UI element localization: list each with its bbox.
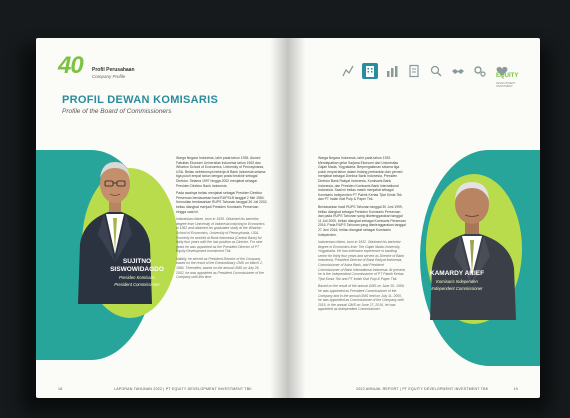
footer-title-right: 2022 ANNUAL REPORT | PT EQUITY DEVELOPMENT INVESTMENT TBK [356,387,489,391]
bio-paragraph: Warga Negara Indonesia, lahir pada tahun 1932. Mendapatkan gelar Sarjana Ekonomi dari Universitas Gajah Mada, Yogyakarta. Berpengalaman selama tiga puluh empat tahun dalam bidang perbankan dan pernah menjabat sebagai Direktur Bank Indonesia, Presiden Direktur Bank Rakyat Indonesia, Komisaris Bank Indonesia, dan Presiden Komisaris Bank International Indonesia. Saat ini beliau masih menjabat sebagai Komisaris Independen PT Pabrik Kertas Tjiwi Kimia Tbk dan PT Indah Kiat Pulp & Paper Tbk. [318,156,403,202]
footer-title-left: LAPORAN TAHUNAN 2022 | PT EQUITY DEVELOPMENT INVESTMENT TBK [114,387,252,391]
document-icon [406,63,422,79]
section-label: Profil Perusahaan [92,67,135,73]
equity-logo [496,64,528,88]
biography-column-left [176,156,268,283]
page-number-right: 19 [513,387,518,391]
bio-paragraph-en: Indonesian citizen, born in 1932. Obtained his bachelor degree in Economics from The Gajah Mada University, Yogyakarta. He has extensive experience in banking sector for thirty four years and served as Director of Bank Indonesia, President Director of Bank Rakyat Indonesia, Commissioner of Astra Bank, and President Commissioner of Bank International Indonesia. At present, he is the Independent Commissioner of PT Pabrik Kertas Tjiwi Kimia Tbk and PT Indah Kiat Pulp & Paper Tbk. [318,240,406,281]
gutter-shadow-right [288,38,306,398]
gutter-shadow-left [270,38,288,398]
bio-paragraph-en: Initially, he served as President Director of the Company based on the result of the Extraordinary GMS on March 2, 1984. Thereafter, based on the annual GMS on July 26, 2002, he was appointed as President Commissioner of the Company until this time. [176,256,264,280]
brand-sub: DEVELOPMENT INVESTMENT [496,82,516,88]
growth-icon [340,63,356,79]
commissioner-name-line2: SISWOWIDAGDO [110,265,164,273]
biography-column-right [318,156,406,315]
commissioner-role-id: Presiden Komisaris [118,275,156,280]
commissioner-role-id: Komisaris Independen [436,279,478,284]
commissioner-nameplate-left [98,258,176,287]
anniversary-logo-number: 40 [58,52,83,79]
commissioner-nameplate-right [418,270,496,291]
commissioner-name: KAMARDY ARIEF [429,270,485,277]
commissioner-name-line1: SUJITNO [122,258,152,265]
section-label-en: Company Profile [92,74,126,79]
gears-icon [472,63,488,79]
commissioner-role-en: President Commissioner [114,282,160,287]
page-title: PROFIL DEWAN KOMISARIS [62,94,219,106]
brand-name: EQUITY [496,73,519,79]
search-icon [428,63,444,79]
chapter-icon-bar [340,62,510,80]
commissioner-role-en: Independent Commissioner [431,286,483,291]
page-subtitle: Profile of the Board of Commissioners [62,108,172,115]
right-page [288,38,540,398]
bio-paragraph-en: Indonesian citizen, born in 1935. Obtained his bachelor degree from University of Indonesia majoring in Economics in 1962 and obtained his graduated study at the Wharton School of Economics, University of Pennsylvania, USA. Formerly he worked at Bank Indonesia (Central Bank) for thirty four years with the last position as Director. For nine years he was appointed as the President Director of PT Equity Development Investment Tbk. [176,217,265,254]
chart-icon [384,63,400,79]
bio-paragraph: Warga Negara Indonesia, lahir pada tahun 1935. Alumni Fakultas Ekonomi Universitas Indonesia tahun 1962 dan Wharton School of Economics, University of Pennsylvania, USA. Beliau sebelumnya bekerja di Bank Indonesia selama tiga puluh empat tahun dengan posisi terakhir sebagai Direktur. Selama 1997 hingga 2002 menjabat sebagai Presiden Direktur Bank Indonesia. [176,156,266,188]
left-page [36,38,288,398]
page-number-left: 18 [58,387,63,391]
anniversary-logo [58,54,88,80]
building-icon [362,63,378,79]
handshake-icon [450,63,466,79]
bio-paragraph-en: Based on the result of the annual GMS on June 30, 1999, he was appointed as President Commissioner of the Company and in the annual GMS held on July 11, 2000, he was appointed as Commissioner of the Company until 2016. In the annual GMS on June 27, 2016, he was appointed as Independent Commissioner. [318,284,405,312]
bio-paragraph: Berdasarkan hasil RUPS Tahunan tanggal 30 Juni 1999, beliau diangkat sebagai Presiden Komisaris Perseroan dan pada RUPS Tahunan yang diselenggarakan tanggal 11 Juli 2000, beliau diangkat sebagai Komisaris Perseroan 2016. Pada RUPS Tahunan yang diselenggarakan tanggal 27 Juni 2016, beliau diangkat sebagai Komisaris Independen. [318,204,406,237]
bio-paragraph: Pada awalnya beliau menjabat sebagai Presiden Direktur Perseroan berdasarkan hasil RUPSLB tanggal 2 Mei 1984. Kemudian berdasarkan RUPS Tahunan tanggal 26 Juli 2002, beliau diangkat menjadi Presiden Komisaris Perseroan hingga saat ini. [176,191,268,214]
commissioner-photo-kamardy [424,150,524,320]
